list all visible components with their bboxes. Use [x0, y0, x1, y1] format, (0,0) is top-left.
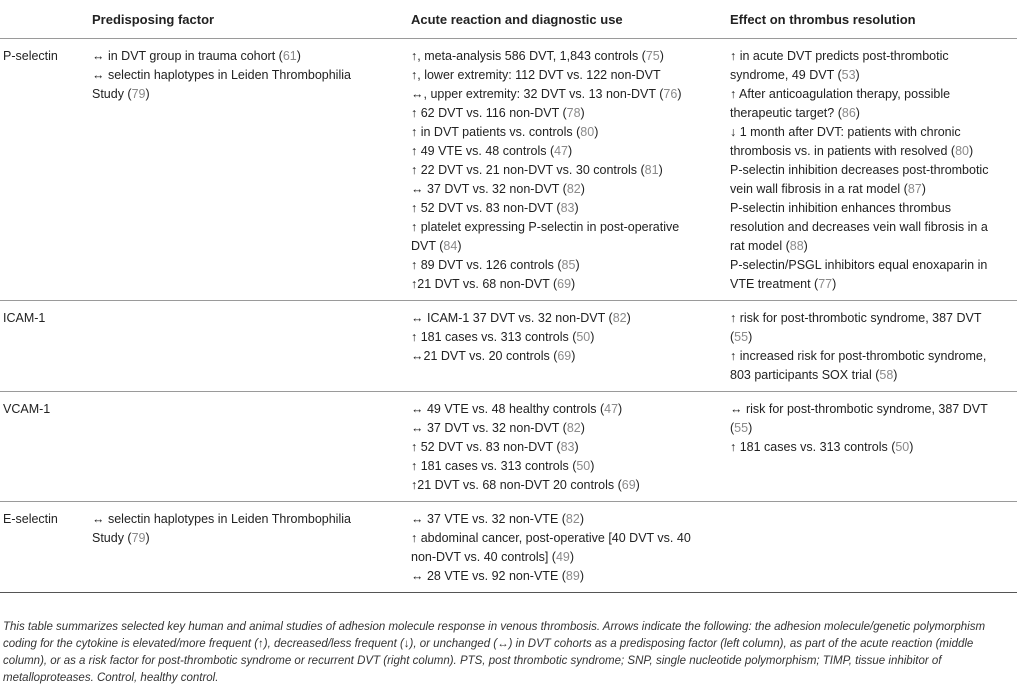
line-end: ) [580, 421, 585, 435]
acute-cell [411, 392, 730, 502]
row-label: P-selectin [0, 39, 92, 301]
line-end: ) [855, 68, 860, 82]
effect-cell [730, 392, 1017, 502]
line-end: ) [748, 330, 753, 344]
line-text: ↑ 181 cases vs. 313 controls ( [411, 459, 577, 473]
line-end: ) [677, 87, 682, 101]
line-end: ) [618, 402, 623, 416]
line-text: ↑ After anticoagulation therapy, possible [730, 87, 951, 101]
citation-number[interactable]: 82 [565, 512, 580, 526]
header-empty [0, 0, 92, 39]
line-end: ) [893, 368, 898, 382]
cell-line [411, 476, 724, 495]
row-label: E-selectin [0, 502, 92, 593]
line-text: ↔ 49 VTE vs. 48 healthy controls ( [411, 402, 605, 416]
cell-line [730, 275, 1011, 294]
line-text: ↑ increased risk for post-thrombotic syndrome, [730, 349, 987, 363]
header-effect: Effect on thrombus resolution [730, 0, 1017, 39]
effect-cell [730, 502, 1017, 593]
line-end: ) [568, 144, 573, 158]
line-text: ↑ abdominal cancer, post-operative [40 DVT vs. 40 [411, 531, 691, 545]
citation-number[interactable]: 83 [560, 201, 575, 215]
cell-line [411, 218, 724, 237]
citation-number[interactable]: 50 [895, 440, 910, 454]
cell-line [411, 85, 724, 104]
citation-number[interactable]: 77 [818, 277, 833, 291]
cell-line [411, 419, 724, 438]
cell-line [411, 529, 724, 548]
citation-number[interactable]: 69 [621, 478, 636, 492]
line-text: ↔ in DVT group in trauma cohort ( [92, 49, 283, 63]
cell-line [730, 142, 1011, 161]
line-text: ↔ selectin haplotypes in Leiden Thrombophilia [92, 512, 351, 526]
line-text: ↑ 52 DVT vs. 83 non-DVT ( [411, 201, 561, 215]
citation-number[interactable]: 55 [734, 421, 749, 435]
line-text: ↑ 22 DVT vs. 21 non-DVT vs. 30 controls ( [411, 163, 645, 177]
line-text: ↔ 37 DVT vs. 32 non-DVT ( [411, 182, 567, 196]
cell-line [730, 419, 1011, 438]
line-end: ) [832, 277, 837, 291]
cell-line [411, 123, 724, 142]
line-text: ↑ in DVT patients vs. controls ( [411, 125, 581, 139]
line-end: ) [571, 277, 576, 291]
cell-line [92, 47, 405, 66]
cell-line [411, 309, 724, 328]
line-text: rat model ( [730, 239, 790, 253]
header-predisposing: Predisposing factor [92, 0, 411, 39]
line-text: Study ( [92, 87, 132, 101]
citation-number[interactable]: 80 [580, 125, 595, 139]
cell-line [411, 438, 724, 457]
predisposing-cell [92, 502, 411, 593]
line-text: P-selectin inhibition decreases post-thrombotic [730, 163, 989, 177]
cell-line [730, 47, 1011, 66]
line-end: ) [909, 440, 914, 454]
cell-line [411, 237, 724, 256]
line-end: ) [580, 182, 585, 196]
row-icam-1 [0, 301, 1017, 392]
cell-line [411, 328, 724, 347]
line-end: ) [575, 258, 580, 272]
citation-number[interactable]: 81 [644, 163, 659, 177]
line-text: Study ( [92, 531, 132, 545]
line-end: ) [579, 512, 584, 526]
line-text: vein wall fibrosis in a rat model ( [730, 182, 908, 196]
cell-line [730, 85, 1011, 104]
line-text: ↔21 DVT vs. 20 controls ( [411, 349, 558, 363]
line-text: ↑ 52 DVT vs. 83 non-DVT ( [411, 440, 561, 454]
citation-number[interactable]: 58 [879, 368, 894, 382]
table-caption: This table summarizes selected key human and animal studies of adhesion molecule response in venous thrombosis. Arrows indicate the following: the adhesion molecule/genetic polymorphism coding for the cytokine is elevated/more frequent (↑), decreased/less frequent (↓), or unchanged (↔) in DVT cohorts as a predisposing factor (left column), as part of the acute reaction (middle column), or as a risk factor for post-thrombotic syndrome or recurrent DVT (right column). PTS, post thrombotic syndrome; SNP, single nucleotide polymorphism; TIMP, tissue inhibitor of metalloproteases. Control, healthy control. [3, 621, 986, 684]
cell-line [730, 237, 1011, 256]
citation-number[interactable]: 78 [566, 106, 581, 120]
citation-number[interactable]: 61 [282, 49, 297, 63]
citation-number[interactable]: 88 [789, 239, 804, 253]
cell-line [730, 161, 1011, 180]
citation-number[interactable]: 55 [734, 330, 749, 344]
line-text: ↑ 181 cases vs. 313 controls ( [411, 330, 577, 344]
line-end: ) [803, 239, 808, 253]
line-end: ) [574, 440, 579, 454]
line-text: resolution and decreases vein wall fibrosis in a [730, 220, 988, 234]
citation-number[interactable]: 49 [555, 550, 570, 564]
cell-line [411, 66, 724, 85]
effect-cell [730, 301, 1017, 392]
cell-line [730, 347, 1011, 366]
line-text: DVT ( [411, 239, 444, 253]
line-text: ↔ 37 VTE vs. 32 non-VTE ( [411, 512, 566, 526]
line-end: ) [658, 163, 663, 177]
cell-line [730, 309, 1011, 328]
line-text: ↑ in acute DVT predicts post-thrombotic [730, 49, 949, 63]
line-text: ( [730, 330, 735, 344]
line-text: therapeutic target? ( [730, 106, 842, 120]
line-text: ↓ 1 month after DVT: patients with chronic [730, 125, 961, 139]
cell-line [411, 47, 724, 66]
citation-number[interactable]: 82 [612, 311, 627, 325]
line-end: ) [574, 201, 579, 215]
citation-number[interactable]: 79 [131, 87, 146, 101]
line-end: ) [579, 569, 584, 583]
line-text: ↑ 181 cases vs. 313 controls ( [730, 440, 896, 454]
row-p-selectin [0, 39, 1017, 301]
line-text: syndrome, 49 DVT ( [730, 68, 842, 82]
cell-line [411, 457, 724, 476]
citation-number[interactable]: 80 [955, 144, 969, 158]
cell-line [411, 199, 724, 218]
cell-line [730, 256, 1011, 275]
citation-number[interactable]: 84 [443, 239, 458, 253]
cell-line [730, 180, 1011, 199]
cell-line [411, 567, 724, 586]
cell-line [411, 104, 724, 123]
row-vcam-1 [0, 392, 1017, 502]
line-text: ↔ selectin haplotypes in Leiden Thrombophilia [92, 68, 351, 82]
cell-line [730, 66, 1011, 85]
cell-line [411, 548, 724, 567]
cell-line [411, 142, 724, 161]
citation-number[interactable]: 47 [554, 144, 569, 158]
cell-line [730, 218, 1011, 237]
header-acute: Acute reaction and diagnostic use [411, 0, 730, 39]
line-end: ) [635, 478, 640, 492]
acute-cell [411, 39, 730, 301]
line-text: ↑ 49 VTE vs. 48 controls ( [411, 144, 555, 158]
cell-line [92, 66, 405, 85]
cell-line [730, 366, 1011, 385]
line-text: 803 participants SOX trial ( [730, 368, 880, 382]
predisposing-cell [92, 301, 411, 392]
line-end: ) [296, 49, 301, 63]
citation-number[interactable]: 53 [841, 68, 856, 82]
row-label: VCAM-1 [0, 392, 92, 502]
cell-line [411, 510, 724, 529]
citation-number[interactable]: 86 [841, 106, 856, 120]
line-end: ) [457, 239, 462, 253]
line-end: ) [626, 311, 631, 325]
cell-line [411, 256, 724, 275]
line-text: ↑, lower extremity: 112 DVT vs. 122 non-DVT [411, 68, 661, 82]
line-end: ) [145, 531, 150, 545]
cell-line [730, 104, 1011, 123]
citation-number[interactable]: 69 [557, 277, 572, 291]
line-text: non-DVT vs. 40 controls] ( [411, 550, 556, 564]
row-e-selectin [0, 502, 1017, 593]
cell-line [730, 400, 1011, 419]
line-text: thrombosis vs. in patients with resolved ( [730, 144, 956, 158]
cell-line [92, 85, 405, 104]
line-text: ↔ risk for post-thrombotic syndrome, 387 DVT [730, 402, 988, 416]
line-end: ) [580, 106, 585, 120]
citation-number[interactable]: 75 [645, 49, 660, 63]
line-text: ↔, upper extremity: 32 DVT vs. 13 non-DVT ( [411, 87, 664, 101]
citation-number[interactable]: 50 [576, 459, 591, 473]
header-row [0, 0, 1017, 39]
line-end: ) [571, 349, 576, 363]
citation-number[interactable]: 87 [907, 182, 922, 196]
line-end: ) [748, 421, 753, 435]
line-text: VTE treatment ( [730, 277, 819, 291]
citation-number[interactable]: 47 [604, 402, 619, 416]
citation-number[interactable]: 89 [565, 569, 580, 583]
line-end: ) [590, 330, 595, 344]
cell-line [411, 400, 724, 419]
cell-line [730, 123, 1011, 142]
cell-line [730, 328, 1011, 347]
line-end: ) [569, 550, 575, 564]
cell-line [730, 438, 1011, 457]
citation-number[interactable]: 69 [557, 349, 572, 363]
citation-number[interactable]: 76 [663, 87, 678, 101]
effect-cell [730, 39, 1017, 301]
citation-number[interactable]: 83 [560, 440, 575, 454]
cell-line [411, 180, 724, 199]
line-text: ↑ platelet expressing P-selectin in post-operative [411, 220, 680, 234]
line-end: ) [594, 125, 599, 139]
cell-line [411, 275, 724, 294]
line-text: ↔ ICAM-1 37 DVT vs. 32 non-DVT ( [411, 311, 613, 325]
citation-number[interactable]: 79 [131, 531, 146, 545]
cell-line [411, 347, 724, 366]
line-end: ) [921, 182, 926, 196]
line-end: ) [590, 459, 595, 473]
line-text: ↔ 28 VTE vs. 92 non-VTE ( [411, 569, 566, 583]
line-text: P-selectin inhibition enhances thrombus [730, 201, 951, 215]
line-text: ↑21 DVT vs. 68 non-DVT ( [411, 277, 558, 291]
line-end: ) [145, 87, 150, 101]
citation-number[interactable]: 50 [576, 330, 591, 344]
cell-line [92, 510, 405, 529]
cell-line [730, 199, 1011, 218]
cell-line [411, 161, 724, 180]
line-text: ↑ 89 DVT vs. 126 controls ( [411, 258, 562, 272]
predisposing-cell [92, 39, 411, 301]
citation-number[interactable]: 85 [561, 258, 576, 272]
cell-line [92, 529, 405, 548]
line-text: ↔ 37 DVT vs. 32 non-DVT ( [411, 421, 567, 435]
line-end: ) [969, 144, 974, 158]
citation-number[interactable]: 82 [566, 182, 581, 196]
acute-cell [411, 301, 730, 392]
line-text: ↑, meta-analysis 586 DVT, 1,843 controls ( [411, 49, 646, 63]
predisposing-cell [92, 392, 411, 502]
line-text: ↑ 62 DVT vs. 116 non-DVT ( [411, 106, 567, 120]
row-label: ICAM-1 [0, 301, 92, 392]
line-end: ) [855, 106, 860, 120]
line-end: ) [659, 49, 664, 63]
line-text: ( [730, 421, 735, 435]
line-text: ↑ risk for post-thrombotic syndrome, 387 DVT [730, 311, 982, 325]
citation-number[interactable]: 82 [566, 421, 581, 435]
acute-cell [411, 502, 730, 593]
line-text: ↑21 DVT vs. 68 non-DVT 20 controls ( [411, 478, 622, 492]
line-text: P-selectin/PSGL inhibitors equal enoxaparin in [730, 258, 988, 272]
